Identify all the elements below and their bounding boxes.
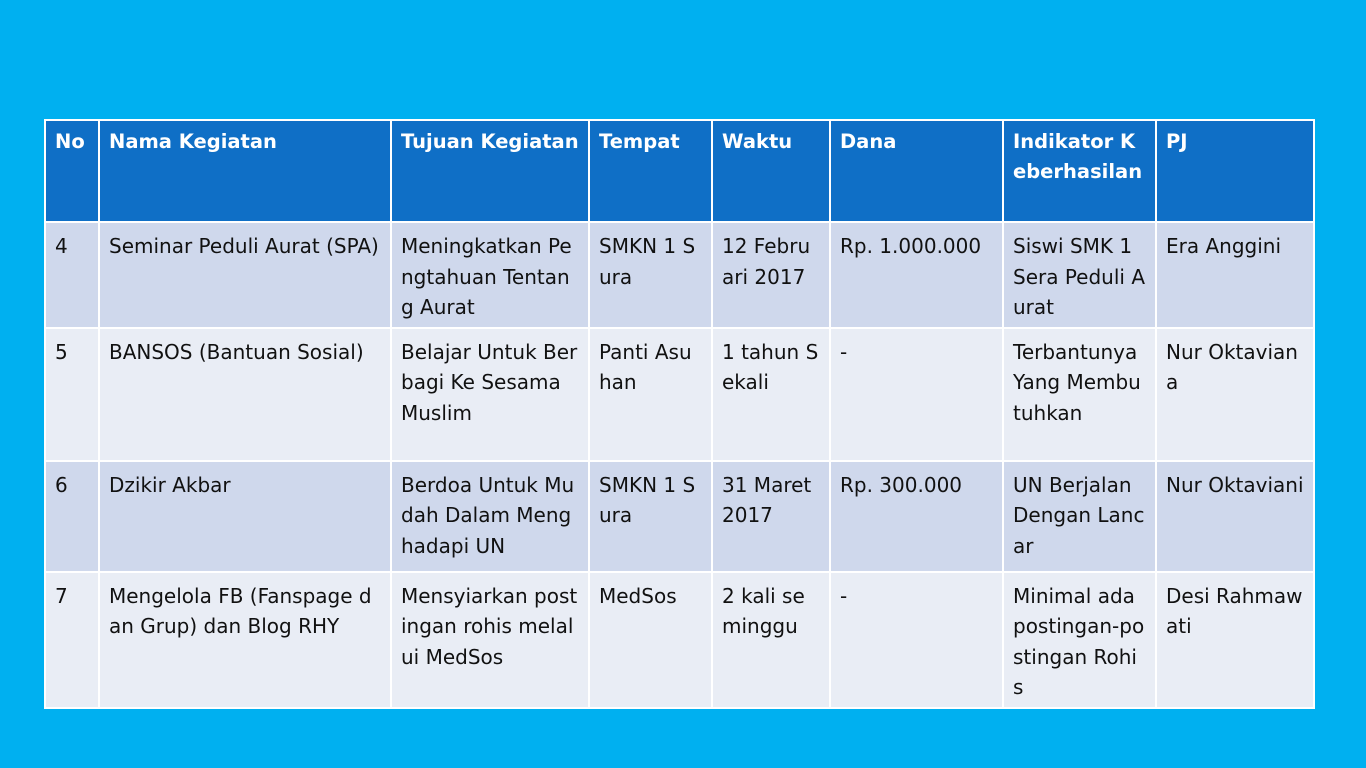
header-tujuan-kegiatan: Tujuan Kegiatan xyxy=(391,120,589,222)
cell-tujuan-kegiatan: Mensyiarkan postingan rohis melalui MedSos xyxy=(391,572,589,708)
cell-tempat: Panti Asuhan xyxy=(589,328,712,461)
cell-waktu: 31 Maret 2017 xyxy=(712,461,830,572)
header-dana: Dana xyxy=(830,120,1003,222)
cell-tujuan-kegiatan: Belajar Untuk Berbagi Ke Sesama Muslim xyxy=(391,328,589,461)
cell-waktu: 12 Februari 2017 xyxy=(712,222,830,328)
cell-nama-kegiatan: Dzikir Akbar xyxy=(99,461,391,572)
header-waktu: Waktu xyxy=(712,120,830,222)
activity-table xyxy=(44,119,1315,709)
cell-no: 7 xyxy=(45,572,99,708)
cell-waktu: 1 tahun Sekali xyxy=(712,328,830,461)
cell-pj: Desi Rahmawati xyxy=(1156,572,1314,708)
cell-dana: - xyxy=(830,328,1003,461)
header-no: No xyxy=(45,120,99,222)
cell-no: 5 xyxy=(45,328,99,461)
cell-nama-kegiatan: Mengelola FB (Fanspage dan Grup) dan Blog RHY xyxy=(99,572,391,708)
cell-no: 6 xyxy=(45,461,99,572)
cell-tujuan-kegiatan: Berdoa Untuk Mudah Dalam Menghadapi UN xyxy=(391,461,589,572)
cell-indikator: Minimal ada postingan-postingan Rohis xyxy=(1003,572,1156,708)
cell-no: 4 xyxy=(45,222,99,328)
cell-dana: Rp. 300.000 xyxy=(830,461,1003,572)
cell-indikator: Terbantunya Yang Membutuhkan xyxy=(1003,328,1156,461)
cell-indikator: Siswi SMK 1 Sera Peduli Aurat xyxy=(1003,222,1156,328)
header-pj: PJ xyxy=(1156,120,1314,222)
cell-indikator: UN Berjalan Dengan Lancar xyxy=(1003,461,1156,572)
header-nama-kegiatan: Nama Kegiatan xyxy=(99,120,391,222)
cell-tempat: SMKN 1 Sura xyxy=(589,222,712,328)
table-row xyxy=(45,222,1314,328)
header-indikator-keberhasilan: Indikator Keberhasilan xyxy=(1003,120,1156,222)
cell-tempat: SMKN 1 Sura xyxy=(589,461,712,572)
cell-pj: Era Anggini xyxy=(1156,222,1314,328)
cell-dana: - xyxy=(830,572,1003,708)
cell-pj: Nur Oktaviana xyxy=(1156,328,1314,461)
cell-waktu: 2 kali seminggu xyxy=(712,572,830,708)
cell-dana: Rp. 1.000.000 xyxy=(830,222,1003,328)
table-row xyxy=(45,328,1314,461)
cell-tujuan-kegiatan: Meningkatkan Pengtahuan Tentang Aurat xyxy=(391,222,589,328)
table-row xyxy=(45,572,1314,708)
table-row xyxy=(45,461,1314,572)
cell-tempat: MedSos xyxy=(589,572,712,708)
cell-nama-kegiatan: BANSOS (Bantuan Sosial) xyxy=(99,328,391,461)
header-tempat: Tempat xyxy=(589,120,712,222)
table-header-row xyxy=(45,120,1314,222)
cell-nama-kegiatan: Seminar Peduli Aurat (SPA) xyxy=(99,222,391,328)
cell-pj: Nur Oktaviani xyxy=(1156,461,1314,572)
